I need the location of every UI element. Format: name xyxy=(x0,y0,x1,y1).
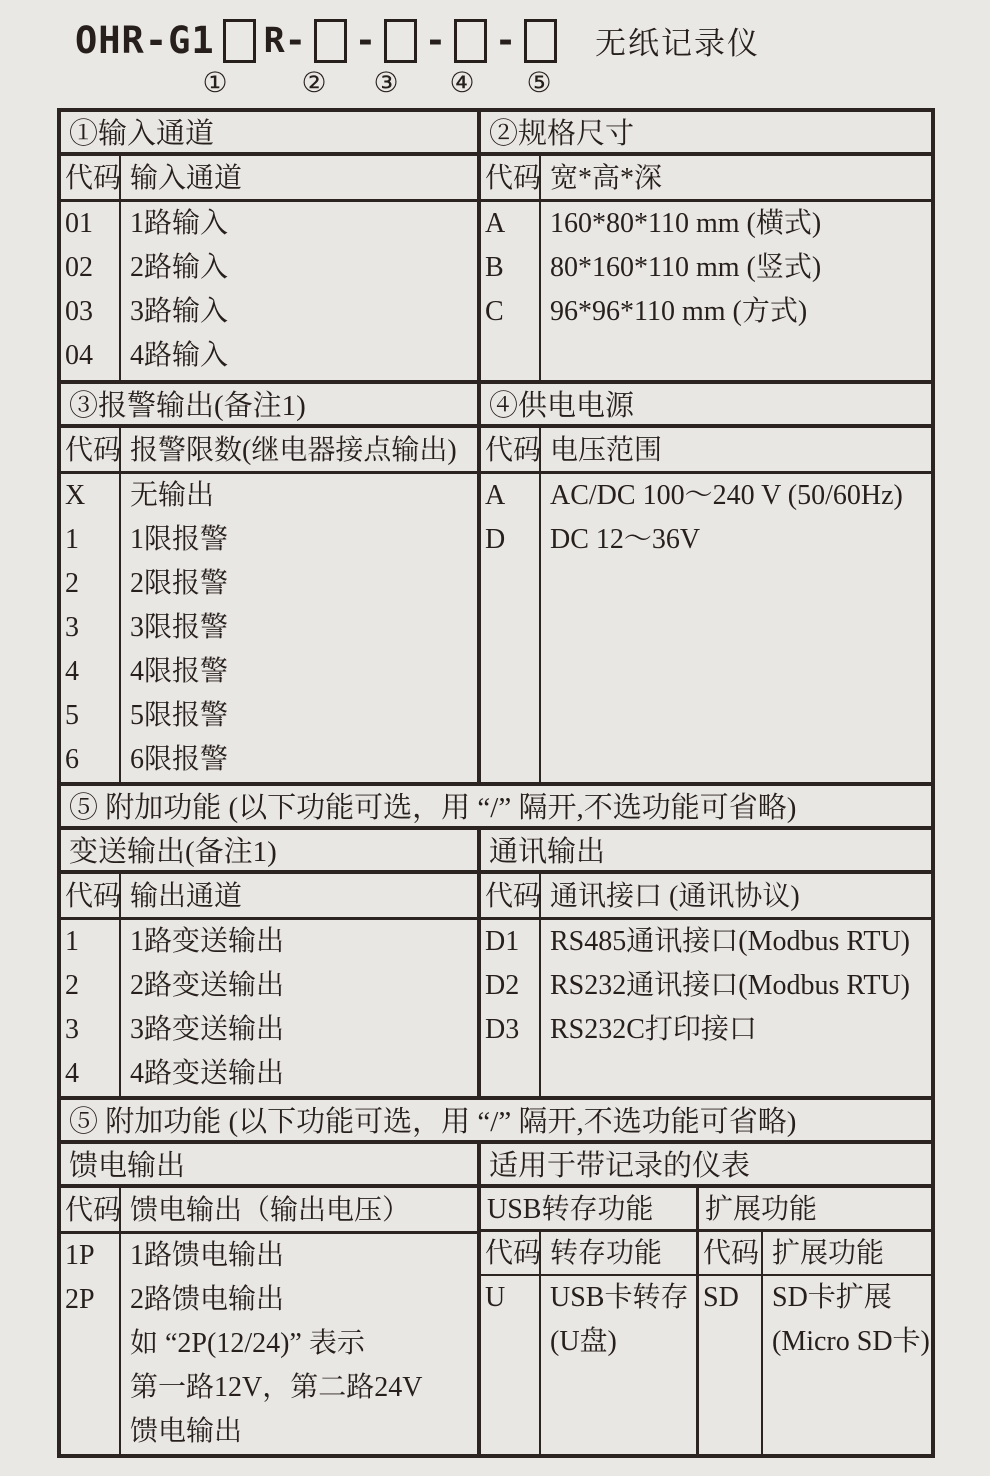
desc-column-header: 通讯接口 (通讯协议) xyxy=(550,881,800,912)
code-slot-5 xyxy=(524,19,557,63)
code-column-header: 代码 xyxy=(481,156,541,199)
desc-column xyxy=(541,202,931,380)
code-cell: 1 xyxy=(65,926,79,957)
code-cell: 2 xyxy=(65,568,79,599)
comm-output-subtable xyxy=(477,830,931,1096)
desc-column-header: 报警限数(继电器接点输出) xyxy=(130,435,457,466)
dash-separator: - xyxy=(494,20,517,61)
code-cell: 01 xyxy=(65,208,93,239)
desc-cell: USB卡转存 xyxy=(550,1282,689,1313)
desc-cell: 1路输入 xyxy=(130,208,229,239)
code-cell: 5 xyxy=(65,700,79,731)
additional-functions-banner-2: ⑤ 附加功能 (以下功能可选，用 “/” 隔开,不选功能可省略) xyxy=(61,1096,931,1140)
feed-output-subtable xyxy=(61,1144,477,1454)
code-cell: A xyxy=(485,208,506,239)
column-header-row xyxy=(481,874,931,920)
section-input-and-size xyxy=(61,112,931,380)
code-cell: 2P xyxy=(65,1284,95,1315)
code-column xyxy=(699,1276,763,1454)
desc-cell: 3限报警 xyxy=(130,612,229,643)
code-column xyxy=(61,1234,121,1454)
desc-cell: 2路馈电输出 xyxy=(130,1284,285,1315)
additional-functions-banner-1: ⑤ 附加功能 (以下功能可选，用 “/” 隔开,不选功能可省略) xyxy=(61,782,931,826)
table-body xyxy=(61,202,477,380)
desc-cell: SD卡扩展 xyxy=(772,1282,892,1313)
table-body xyxy=(61,920,477,1096)
desc-cell: 5限报警 xyxy=(130,700,229,731)
column-header-row xyxy=(61,428,477,474)
size-subtable xyxy=(477,112,931,380)
transmit-output-subtable xyxy=(61,830,477,1096)
sd-expansion-subtable xyxy=(699,1188,931,1454)
column-header-row xyxy=(61,874,477,920)
section-header: 通讯输出 xyxy=(481,830,931,874)
code-cell: 03 xyxy=(65,296,93,327)
desc-column-header: 馈电输出（输出电压） xyxy=(130,1195,411,1226)
desc-cell: RS232通讯接口(Modbus RTU) xyxy=(550,970,911,1001)
desc-cell: 1路变送输出 xyxy=(130,926,285,957)
section-feed-and-record xyxy=(61,1140,931,1454)
code-cell: SD xyxy=(703,1282,739,1313)
section-transmit-and-comm xyxy=(61,826,931,1096)
section-header: 变送输出(备注1) xyxy=(61,830,477,874)
desc-cell: 4路输入 xyxy=(130,340,229,371)
model-code-title xyxy=(75,18,760,63)
desc-column xyxy=(763,1276,931,1454)
record-instruments-subtable xyxy=(477,1144,931,1454)
section-alarm-and-power xyxy=(61,380,931,782)
code-cell: 4 xyxy=(65,656,79,687)
desc-cell: 80*160*110 mm (竖式) xyxy=(550,252,822,283)
note-line: 第一路12V，第二路24V xyxy=(130,1372,423,1403)
code-cell: 2 xyxy=(65,970,79,1001)
code-cell: X xyxy=(65,480,86,511)
desc-cell: 160*80*110 mm (横式) xyxy=(550,208,822,239)
table-body xyxy=(61,474,477,782)
code-slot-1 xyxy=(223,19,256,63)
column-header-row xyxy=(481,1232,696,1276)
section-header: ④供电电源 xyxy=(481,384,931,428)
desc-column-header: 宽*高*深 xyxy=(550,163,663,194)
column-header-row xyxy=(61,156,477,202)
desc-cell: 6限报警 xyxy=(130,744,229,775)
code-cell: 3 xyxy=(65,612,79,643)
code-cell: 1P xyxy=(65,1240,95,1271)
desc-column xyxy=(121,920,477,1096)
column-header-row xyxy=(481,156,931,202)
code-cell: 1 xyxy=(65,524,79,555)
code-cell: U xyxy=(485,1282,506,1313)
note-line: 馈电输出 xyxy=(130,1416,243,1447)
table-body xyxy=(481,202,931,380)
code-column-header: 代码 xyxy=(481,1232,541,1274)
desc-column xyxy=(121,1234,477,1454)
record-columns xyxy=(481,1188,931,1454)
code-cell: 02 xyxy=(65,252,93,283)
desc-cell: DC 12～36V xyxy=(550,524,701,555)
code-column xyxy=(61,474,121,782)
code-cell: 3 xyxy=(65,1014,79,1045)
desc-column xyxy=(121,202,477,380)
desc-column-header: 电压范围 xyxy=(550,435,663,466)
usb-header: USB转存功能 xyxy=(481,1188,696,1232)
column-header-row xyxy=(481,428,931,474)
code-cell: 6 xyxy=(65,744,79,775)
desc-cell: AC/DC 100～240 V (50/60Hz) xyxy=(550,480,903,511)
code-column-header: 代码 xyxy=(61,156,121,199)
desc-cell: (U盘) xyxy=(550,1326,617,1357)
desc-cell: 1限报警 xyxy=(130,524,229,555)
table-body xyxy=(61,1234,477,1454)
code-column-header: 代码 xyxy=(61,428,121,471)
model-r-segment: R- xyxy=(263,20,306,61)
code-column-header: 代码 xyxy=(699,1232,763,1274)
desc-column xyxy=(541,1276,696,1454)
code-column xyxy=(481,202,541,380)
code-column xyxy=(481,474,541,782)
code-column xyxy=(61,202,121,380)
code-cell: A xyxy=(485,480,506,511)
code-slot-2 xyxy=(314,19,347,63)
product-name: 无纸记录仪 xyxy=(595,26,761,61)
code-cell: D1 xyxy=(485,926,520,957)
desc-column-header: 输入通道 xyxy=(130,163,243,194)
desc-column xyxy=(541,920,931,1096)
code-cell: B xyxy=(485,252,504,283)
desc-cell: 4限报警 xyxy=(130,656,229,687)
position-marker-5: ⑤ xyxy=(526,68,552,99)
section-header: ③报警输出(备注1) xyxy=(61,384,477,428)
section-header: 馈电输出 xyxy=(61,1144,477,1188)
desc-cell: (Micro SD卡) xyxy=(772,1326,930,1357)
desc-column-header: 扩展功能 xyxy=(772,1238,885,1269)
desc-cell: 2限报警 xyxy=(130,568,229,599)
code-cell: 04 xyxy=(65,340,93,371)
desc-cell: 3路变送输出 xyxy=(130,1014,285,1045)
alarm-output-subtable xyxy=(61,384,477,782)
table-body xyxy=(481,474,931,782)
desc-cell: 2路变送输出 xyxy=(130,970,285,1001)
section-header: 适用于带记录的仪表 xyxy=(481,1144,931,1188)
code-column xyxy=(481,920,541,1096)
code-column-header: 代码 xyxy=(481,874,541,917)
sd-header: 扩展功能 xyxy=(699,1188,931,1232)
desc-column-header: 输出通道 xyxy=(130,881,243,912)
position-markers xyxy=(0,66,990,102)
position-marker-1: ① xyxy=(202,68,228,99)
code-column-header: 代码 xyxy=(61,874,121,917)
section-header: ①输入通道 xyxy=(61,112,477,156)
dash-separator: - xyxy=(354,20,376,61)
code-cell: D3 xyxy=(485,1014,520,1045)
desc-cell: RS232C打印接口 xyxy=(550,1014,757,1045)
note-line: 如 “2P(12/24)” 表示 xyxy=(130,1328,365,1359)
column-header-row xyxy=(61,1188,477,1234)
table-body xyxy=(481,920,931,1096)
desc-cell: 4路变送输出 xyxy=(130,1058,285,1089)
desc-cell: 无输出 xyxy=(130,480,215,511)
desc-cell: 3路输入 xyxy=(130,296,229,327)
desc-column xyxy=(121,474,477,782)
desc-cell: 1路馈电输出 xyxy=(130,1240,285,1271)
position-marker-3: ③ xyxy=(373,68,399,99)
code-cell: 4 xyxy=(65,1058,79,1089)
input-channel-subtable xyxy=(61,112,477,380)
code-column xyxy=(481,1276,541,1454)
dash-separator: - xyxy=(424,20,446,61)
model-prefix: OHR-G1 xyxy=(75,19,215,62)
section-header: ②规格尺寸 xyxy=(481,112,931,156)
table-body xyxy=(699,1276,931,1454)
code-cell: D xyxy=(485,524,506,555)
usb-transfer-subtable xyxy=(481,1188,699,1454)
desc-cell: 2路输入 xyxy=(130,252,229,283)
power-supply-subtable xyxy=(477,384,931,782)
desc-cell: RS485通讯接口(Modbus RTU) xyxy=(550,926,911,957)
code-cell: C xyxy=(485,296,504,327)
desc-cell: 96*96*110 mm (方式) xyxy=(550,296,808,327)
desc-column xyxy=(541,474,931,782)
table-body xyxy=(481,1276,696,1454)
code-slot-3 xyxy=(384,19,417,63)
code-column xyxy=(61,920,121,1096)
code-column-header: 代码 xyxy=(61,1188,121,1231)
code-column-header: 代码 xyxy=(481,428,541,471)
desc-column-header: 转存功能 xyxy=(550,1238,663,1269)
ordering-code-table xyxy=(57,108,935,1458)
code-slot-4 xyxy=(454,19,487,63)
column-header-row xyxy=(699,1232,931,1276)
position-marker-4: ④ xyxy=(449,68,475,99)
position-marker-2: ② xyxy=(301,68,327,99)
code-cell: D2 xyxy=(485,970,520,1001)
